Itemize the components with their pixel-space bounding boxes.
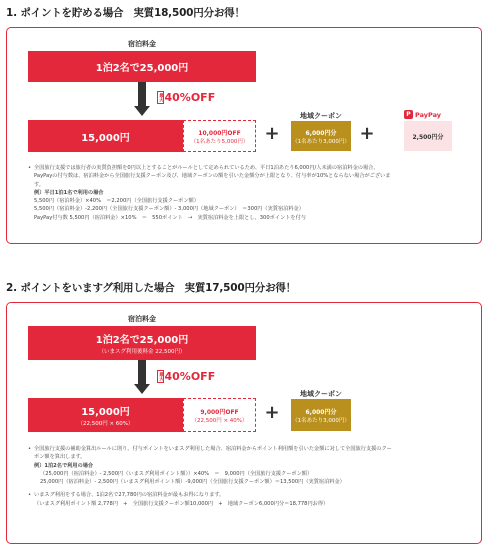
section2-coupon-label: 地域クーポン: [300, 390, 342, 398]
section1-arrow-shaft: [138, 82, 146, 106]
section1-discount-box: [183, 120, 256, 152]
section1-note: PayPay付与数 5,500円（宿泊料金）×10% ＝ 550ポイント → 実質宿泊料金を上限とし、300ポイントを付与: [34, 214, 306, 221]
plus-icon: +: [264, 123, 280, 144]
section2-coupon-box: [291, 399, 351, 431]
section2-max-off: [157, 370, 215, 383]
section2-note: （いまスグ利用ポイント額 2,778円 + 全国旅行支援クーポン額10,000円 + 地域クーポン6,000円分＝18,778円お得）: [34, 500, 329, 507]
section2-discounted-price-box: [28, 398, 183, 432]
section2-note: いまスグ利用をする場合、1泊2名で27,780円の宿泊料金が最もお得になります。: [34, 492, 225, 499]
section1-note-example-title: 例）平日1泊1名で利用の場合: [34, 189, 104, 196]
section2-discount-box: [183, 398, 256, 432]
section2-discounted-sub: （22,500円 × 60%）: [77, 421, 134, 427]
section1-card: [6, 27, 482, 244]
paypay-icon: P: [404, 110, 413, 119]
section1-note: す。: [34, 181, 44, 188]
section1-paypay-value: 2,500円分: [412, 133, 444, 141]
section1-off-label: 40%OFF: [164, 91, 216, 104]
section1-coupon-box: [291, 121, 351, 151]
section2-heading: [6, 280, 296, 295]
section1-note: 5,500円（宿泊料金）-2,200円（全国旅行支援クーポン額）- 3,000円（地域クーポン） ＝300円（実質宿泊料金）: [34, 206, 304, 213]
section2-off-label: 40%OFF: [164, 370, 216, 383]
section1-heading-title: 1. ポイントを貯める場合: [6, 7, 124, 19]
section1-discounted-price-box: [28, 120, 183, 152]
section1-stay-price: 1泊2名で25,000円: [95, 63, 189, 74]
section2-coupon-sub: （1名あたり3,000円）: [292, 417, 350, 424]
section1-max-label: 最大: [158, 93, 164, 102]
section2-card: [6, 302, 482, 544]
paypay-logo: [404, 110, 441, 119]
section2-stay-price: 1泊2名で25,000円: [95, 335, 189, 346]
section2-stay-label: 宿泊料金: [128, 315, 156, 323]
down-arrow-icon: [134, 106, 150, 116]
plus-icon: +: [359, 123, 375, 144]
down-arrow-icon: [134, 384, 150, 394]
section2-coupon-value: 6,000円分: [305, 408, 337, 416]
section2-heading-title: 2. ポイントをいますグ利用した場合: [6, 282, 175, 294]
section2-discount-value: 9,000円OFF: [200, 408, 239, 416]
section2-arrow-shaft: [138, 360, 146, 384]
section2-note: （25,000円（宿泊料金）- 2,500円（いまスグ利用ポイント額））×40% ＝ 9,000円（全国旅行支援クーポン額）: [40, 470, 313, 477]
section1-discount-value: 10,000円OFF: [198, 129, 241, 137]
section1-coupon-label: 地域クーポン: [300, 112, 342, 120]
section1-max-off: [157, 91, 215, 104]
section1-note: 5,500円（宿泊料金）×40% ＝2,200円（全国旅行支援クーポン額）: [34, 198, 199, 205]
section2-discount-sub: （22,500円 × 40%）: [191, 417, 248, 424]
section2-heading-value: 実質17,500円分お得！: [184, 282, 296, 294]
section1-heading: [6, 5, 245, 20]
paypay-logo-text: PayPay: [415, 110, 442, 119]
section2-note: 25,000円（宿泊料金）- 2,500円（いまスグ利用ポイント額）-9,000円（全国旅行支援クーポン額）＝13,500円（実質宿泊料金）: [40, 479, 345, 486]
section1-note: PayPayの付与数は、宿泊料金から全国旅行支援クーポン及び、地域クーポンの額を引いた金額分が上限となり、付与率が10%とならない場合がございま: [34, 173, 391, 180]
plus-icon: +: [264, 402, 280, 423]
section1-stay-price-box: [28, 51, 256, 82]
section2-stay-sub: （いまスグ利用後料金 22,500円）: [98, 349, 186, 355]
section1-note: 全国旅行支援では旅行者の実質負担額を0円以上とすることがルールとして定められているため、平日1泊あたり6,000円/人未満の宿泊料金の場合、: [34, 165, 379, 171]
section1-stay-label: 宿泊料金: [128, 40, 156, 48]
section1-coupon-sub: （1名あたり3,000円）: [292, 138, 350, 145]
section1-heading-value: 実質18,500円分お得！: [133, 7, 245, 19]
section1-discounted-price: 15,000円: [81, 132, 130, 144]
section1-notes: • 全国旅行支援では旅行者の実質負担額を0円以上とすることがルールとして定められているため、平日1泊あたり6,000円/人未満の宿泊料金の場合、 PayPayの付与数は、宿泊料金から全国旅行支援クーポン及び、地域クーポンの額を引いた金額分が上限となり、付与率が10%とならない場合がございま す。 例）平日1泊1名で利用の場合 5,500円（宿泊料金）×40% ＝2,200円（全国旅行支援クーポン額） 5,500円（宿泊料金）-2,200円（全国旅行支援クーポン額）- 3,000円（地域クーポン） ＝300円（実質宿泊料金） PayPay付与数 5,500円（宿泊料金）×10% ＝ 550ポイント → 実質宿泊料金を上限とし、300ポイントを付与: [28, 165, 391, 221]
section2-discounted-price: 15,000円: [81, 407, 130, 418]
section2-stay-price-box: [28, 326, 256, 360]
section2-note: 全国旅行支援の補助金算出ルールに則り、付与ポイントをいまスグ利用した場合、宿泊料金からポイント利用額を引いた金額に対して全国旅行支援のクー: [34, 446, 392, 452]
section1-discount-sub: （1名あたり5,000円）: [190, 138, 249, 145]
section1-coupon-value: 6,000円分: [305, 129, 337, 137]
section2-note-example-title: 例）1泊2名で利用の場合: [34, 462, 94, 469]
section2-notes: • 全国旅行支援の補助金算出ルールに則り、付与ポイントをいまスグ利用した場合、宿泊料金からポイント利用額を引いた金額に対して全国旅行支援のクー ポン額を算出します。 例）1泊2名で利用の場合 （25,000円（宿泊料金）- 2,500円（いまスグ利用ポイント額））×40% ＝ 9,000円（全国旅行支援クーポン額） 25,000円（宿泊料金）- 2,500円（いまスグ利用ポイント額）-9,000円（全国旅行支援クーポン額）＝13,500円（実質宿泊料金） • いまスグ利用をする場合、1泊2名で27,780円の宿泊料金が最もお得になります。 （いまスグ利用ポイント額 2,778円 + 全国旅行支援クーポン額10,000円 + 地域クーポン6,000円分＝18,778円お得）: [28, 446, 392, 507]
section2-note: ポン額を算出します。: [34, 454, 86, 461]
section2-max-label: 最大: [158, 372, 164, 381]
section1-paypay-box: [404, 121, 452, 151]
